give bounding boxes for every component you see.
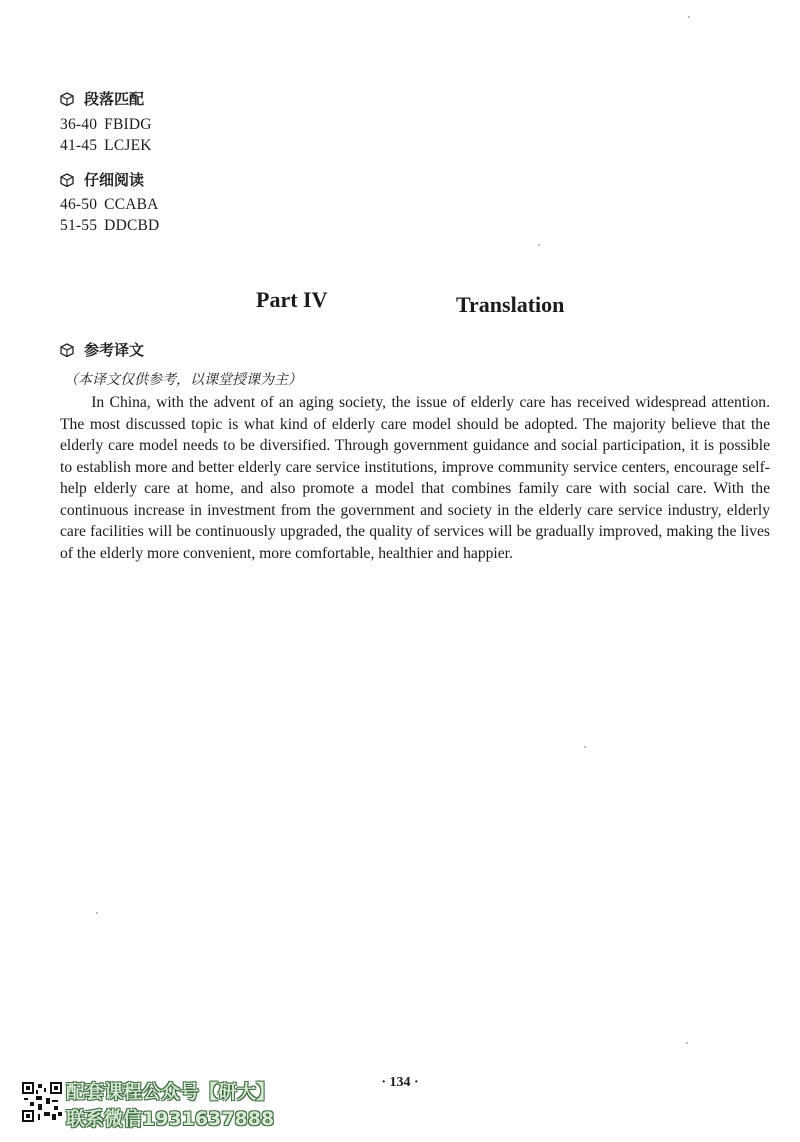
watermark-line-1: 配套课程公众号【研大】 (66, 1081, 276, 1103)
section-heading-paragraph-matching (60, 88, 144, 109)
watermark-line-2: 联系微信1931637888 (66, 1108, 275, 1130)
translation-note: （本译文仅供参考，以课堂授课为主） (64, 372, 302, 388)
part-title: Translation (456, 292, 565, 317)
section-heading-reference-translation (60, 339, 144, 360)
scan-speck (688, 16, 690, 18)
answer-line (60, 196, 159, 214)
qr-code-icon (22, 1082, 62, 1122)
translation-paragraph: In China, with the advent of an aging society, the issue of elderly care has received widespread attention. The most discussed topic is what kind of elderly care model should be adopted. The majority believe that the elderly care model needs to be diversified. Through government guidance and social participation, it is possible to establish more and better elderly care service institutions, improve community service centers, encourage self-help elderly care at home, and also promote a model that combines family care with social care. With the continuous increase in investment from the government and society in the elderly care service industry, elderly care facilities will be continuously upgraded, the quality of services will be gradually improved, making the lives of the elderly more convenient, more comfortable, healthier and happier. (60, 394, 770, 562)
cube-icon (60, 92, 74, 106)
answer-line (60, 217, 159, 235)
answer-range: 46-50 (60, 196, 98, 213)
answer-letters: FBIDG (104, 116, 152, 133)
scan-speck (686, 1042, 688, 1044)
answer-range: 41-45 (60, 137, 98, 154)
section-heading-text: 参考译文 (84, 341, 145, 359)
answer-letters: LCJEK (104, 137, 152, 154)
page-number: · 134 · (381, 1075, 419, 1090)
part-label: Part IV (256, 287, 328, 312)
answer-letters: CCABA (104, 196, 159, 213)
answer-range: 36-40 (60, 116, 98, 133)
answer-range: 51-55 (60, 217, 98, 234)
scan-speck (538, 244, 540, 246)
section-heading-careful-reading (60, 169, 144, 190)
section-heading-text: 段落匹配 (84, 90, 145, 108)
answer-letters: DDCBD (104, 217, 160, 234)
scan-speck (96, 912, 98, 914)
cube-icon (60, 173, 74, 187)
answer-line (60, 116, 152, 134)
scan-speck (584, 746, 586, 748)
cube-icon (60, 343, 74, 357)
section-heading-text: 仔细阅读 (84, 171, 145, 189)
answer-line (60, 137, 152, 155)
